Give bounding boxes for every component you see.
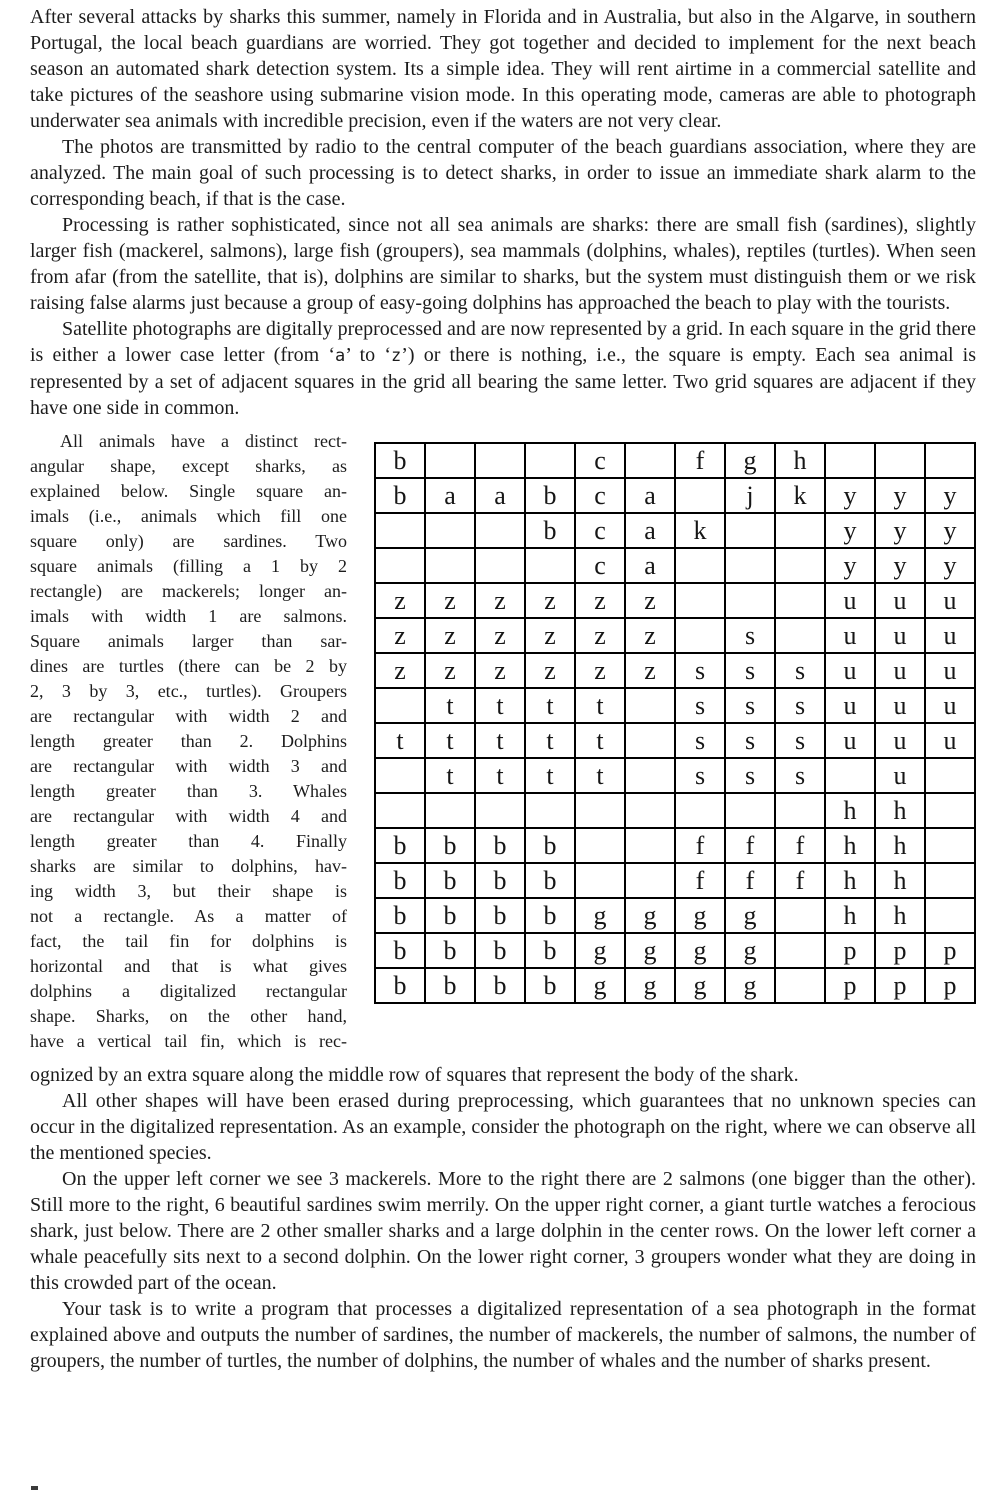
grid-cell-letter: h [825, 863, 875, 898]
grid-cell-letter: z [575, 653, 625, 688]
shape-description-line: explained below. Single square an- [30, 481, 347, 501]
grid-cell-letter: g [575, 898, 625, 933]
grid-cell-letter: h [825, 898, 875, 933]
paragraph-photo-transmission: The photos are transmitted by radio to the central computer of the beach guardians association, where they are analyzed. The main goal of such processing is to detect sharks, in order to issue an immediate shark alarm to the corresponding beach, if that is the case. [30, 136, 976, 210]
grid-cell-letter: a [625, 513, 675, 548]
shape-description-line: rectangle) are mackerels; longer an- [30, 581, 347, 601]
grid-cell-letter: u [875, 688, 925, 723]
grid-cell-letter: j [725, 478, 775, 513]
grid-cell-letter: h [875, 793, 925, 828]
grid-cell-letter: z [425, 618, 475, 653]
shape-description-line: sharks are similar to dolphins, hav- [30, 856, 347, 876]
shape-description-line: length greater than 3. Whales [30, 781, 347, 801]
grid-cell-letter: h [875, 898, 925, 933]
grid-cell-letter: t [575, 758, 625, 793]
grid-cell-empty [925, 443, 975, 478]
grid-cell-letter: t [525, 758, 575, 793]
grid-cell-empty [925, 793, 975, 828]
grid-cell-letter: b [525, 478, 575, 513]
grid-cell-empty [625, 828, 675, 863]
grid-cell-empty [775, 513, 825, 548]
grid-cell-empty [625, 443, 675, 478]
shape-description-line: angular shape, except sharks, as [30, 456, 347, 476]
grid-cell-letter: f [675, 828, 725, 863]
grid-cell-letter: s [775, 723, 825, 758]
grid-cell-letter: p [925, 933, 975, 968]
grid-cell-letter: a [475, 478, 525, 513]
grid-cell-letter: b [375, 968, 425, 1003]
grid-cell-letter: z [525, 583, 575, 618]
grid-cell-letter: y [925, 478, 975, 513]
grid-cell-empty [425, 443, 475, 478]
grid-cell-letter: g [625, 968, 675, 1003]
grid-cell-letter: s [775, 653, 825, 688]
grid-cell-letter: u [825, 583, 875, 618]
grid-cell-empty [675, 793, 725, 828]
animal-shapes-column [30, 429, 347, 1054]
grid-cell-empty [875, 443, 925, 478]
paragraph-processing: Processing is rather sophisticated, since not all sea animals are sharks: there are small fish (sardines), slightly larger fish (mackerel, salmons), large fish (groupers), sea mammals (dolphins, whales), reptiles (turtles). When seen from afar (from the satellite, that is), dolphins are similar to sharks, but the system must distinguish them or we risk raising false alarms just because a group of easy-going dolphins has approached the beach to play with the tourists. [30, 214, 976, 314]
paragraph-erased-shapes: All other shapes will have been erased during preprocessing, which guarantees that no unknown species can occur in the digitalized representation. As an example, consider the photograph on the right, where we can observe all the mentioned species. [30, 1090, 976, 1164]
grid-cell-letter: y [825, 513, 875, 548]
grid-cell-letter: y [925, 513, 975, 548]
grid-cell-letter: b [525, 933, 575, 968]
grid-cell-letter: p [925, 968, 975, 1003]
grid-cell-letter: h [775, 443, 825, 478]
cropped-glyph-mark [31, 1486, 38, 1490]
grid-cell-letter: z [625, 653, 675, 688]
grid-cell-letter: u [825, 688, 875, 723]
grid-cell-empty [725, 513, 775, 548]
grid-cell-letter: s [725, 653, 775, 688]
grid-cell-letter: t [425, 723, 475, 758]
grid-cell-letter: s [675, 688, 725, 723]
grid-cell-empty [375, 688, 425, 723]
grid-cell-letter: z [375, 653, 425, 688]
grid-cell-empty [825, 758, 875, 793]
grid-cell-letter: u [825, 653, 875, 688]
grid-cell-letter: h [875, 828, 925, 863]
grid-cell-letter: s [725, 688, 775, 723]
grid-cell-letter: t [425, 688, 475, 723]
shape-description-line: square only) are sardines. Two [30, 531, 347, 551]
grid-cell-letter: t [575, 723, 625, 758]
grid-cell-letter: c [575, 478, 625, 513]
grid-cell-letter: z [525, 618, 575, 653]
paragraph-task: Your task is to write a program that processes a digitalized representation of a sea photograph in the format explained above and outputs the number of sardines, the number of mackerels, the number of salmons, the number of groupers, the number of turtles, the number of dolphins, the number of whales and the number of sharks present. [30, 1298, 976, 1372]
grid-cell-letter: p [875, 968, 925, 1003]
grid-cell-empty [375, 758, 425, 793]
shape-description-line: square animals (filling a 1 by 2 [30, 556, 347, 576]
grid-cell-letter: z [475, 653, 525, 688]
grid-cell-letter: p [825, 933, 875, 968]
grid-cell-letter: p [875, 933, 925, 968]
grid-cell-letter: c [575, 548, 625, 583]
grid-cell-letter: y [875, 548, 925, 583]
grid-cell-letter: t [475, 688, 525, 723]
grid-cell-letter: h [825, 828, 875, 863]
grid-cell-letter: z [475, 618, 525, 653]
grid-cell-letter: s [725, 723, 775, 758]
grid-cell-letter: t [475, 723, 525, 758]
grid-cell-letter: b [525, 968, 575, 1003]
letter-z-code: z [391, 346, 402, 366]
grid-row [375, 933, 975, 968]
grid-cell-empty [675, 548, 725, 583]
grid-cell-letter: u [925, 583, 975, 618]
grid-cell-empty [725, 548, 775, 583]
paragraph-shark-continuation: ognized by an extra square along the middle row of squares that represent the body of the shark. [30, 1064, 799, 1086]
grid-cell-empty [775, 933, 825, 968]
grid-cell-letter: b [525, 513, 575, 548]
grid-cell-letter: b [525, 898, 575, 933]
grid-row [375, 758, 975, 793]
grid-cell-letter: t [575, 688, 625, 723]
grid-cell-empty [825, 443, 875, 478]
grid-cell-letter: t [525, 723, 575, 758]
grid-cell-letter: z [425, 653, 475, 688]
grid-cell-letter: g [675, 898, 725, 933]
grid-row [375, 653, 975, 688]
grid-cell-letter: g [625, 898, 675, 933]
grid-cell-empty [775, 583, 825, 618]
paragraph-example-description: On the upper left corner we see 3 mackerels. More to the right there are 2 salmons (one bigger than the other). Still more to the right, 6 beautiful sardines swim merrily. On the upper right corner, a giant turtle watches a ferocious shark, just below. There are 2 other smaller sharks and a large dolphin in the center rows. On the lower left corner a whale peacefully sits next to a second dolphin. On the lower right corner, 3 groupers wonder what they are doing in this crowded part of the ocean. [30, 1168, 976, 1294]
grid-cell-letter: z [625, 583, 675, 618]
grid-cell-letter: t [375, 723, 425, 758]
grid-cell-empty [675, 478, 725, 513]
grid-cell-letter: y [825, 478, 875, 513]
grid-row [375, 828, 975, 863]
grid-cell-empty [925, 828, 975, 863]
grid-cell-letter: u [925, 653, 975, 688]
grid-row [375, 793, 975, 828]
grid-cell-empty [475, 443, 525, 478]
grid-cell-letter: g [675, 933, 725, 968]
grid-cell-empty [575, 793, 625, 828]
grid-cell-empty [925, 863, 975, 898]
two-column-section [30, 429, 976, 1054]
grid-cell-letter: g [625, 933, 675, 968]
grid-cell-empty [375, 548, 425, 583]
grid-cell-letter: b [375, 898, 425, 933]
grid-cell-letter: u [925, 723, 975, 758]
grid-paragraph-text-2: ’ to ‘ [345, 344, 391, 366]
grid-cell-letter: s [775, 688, 825, 723]
grid-cell-empty [475, 513, 525, 548]
grid-cell-empty [625, 758, 675, 793]
shape-description-line: length greater than 2. Dolphins [30, 731, 347, 751]
grid-cell-letter: z [575, 583, 625, 618]
grid-cell-letter: f [725, 828, 775, 863]
grid-cell-letter: c [575, 443, 625, 478]
grid-cell-letter: b [475, 828, 525, 863]
grid-cell-empty [475, 793, 525, 828]
grid-cell-letter: a [625, 478, 675, 513]
grid-cell-empty [375, 513, 425, 548]
grid-cell-empty [775, 618, 825, 653]
shape-description-line: are rectangular with width 3 and [30, 756, 347, 776]
grid-cell-letter: t [525, 688, 575, 723]
grid-cell-letter: s [725, 758, 775, 793]
grid-row [375, 478, 975, 513]
grid-row [375, 513, 975, 548]
grid-cell-empty [925, 758, 975, 793]
grid-cell-empty [675, 618, 725, 653]
grid-cell-letter: b [475, 933, 525, 968]
grid-cell-letter: u [875, 723, 925, 758]
grid-cell-letter: g [725, 443, 775, 478]
grid-cell-empty [775, 968, 825, 1003]
grid-cell-letter: y [875, 478, 925, 513]
grid-cell-letter: g [725, 898, 775, 933]
letter-a-code: a [335, 346, 346, 366]
grid-cell-letter: t [425, 758, 475, 793]
sea-photo-grid-wrapper [374, 429, 976, 1004]
grid-cell-letter: s [675, 653, 725, 688]
grid-cell-empty [525, 548, 575, 583]
grid-cell-letter: s [725, 618, 775, 653]
shape-description-line: horizontal and that is what gives [30, 956, 347, 976]
grid-cell-empty [425, 513, 475, 548]
shape-description-line: ing width 3, but their shape is [30, 881, 347, 901]
grid-cell-letter: b [425, 863, 475, 898]
grid-cell-letter: b [525, 828, 575, 863]
grid-paragraph-text-1: Satellite photographs are digitally preprocessed and are now represented by a grid. In each square in the grid there is either a lower case letter (from ‘ [30, 318, 976, 366]
shape-description-line: All animals have a distinct rect- [60, 431, 347, 451]
grid-cell-letter: g [675, 968, 725, 1003]
shape-description-line: imals with width 1 are salmons. [30, 606, 347, 626]
shape-description-line: 2, 3 by 3, etc., turtles). Groupers [30, 681, 347, 701]
grid-cell-letter: g [575, 933, 625, 968]
shape-description-line: dolphins a digitalized rectangular [30, 981, 347, 1001]
grid-cell-letter: g [575, 968, 625, 1003]
shape-description-line: are rectangular with width 2 and [30, 706, 347, 726]
grid-cell-empty [625, 688, 675, 723]
shape-description-line: not a rectangle. As a matter of [30, 906, 347, 926]
shape-description-line: imals (i.e., animals which fill one [30, 506, 347, 526]
grid-cell-empty [625, 723, 675, 758]
grid-cell-letter: u [875, 618, 925, 653]
grid-cell-letter: a [625, 548, 675, 583]
paragraph-intro: After several attacks by sharks this summer, namely in Florida and in Australia, but also in the Algarve, in southern Portugal, the local beach guardians are worried. They got together and decided to implement for the next beach season an automated shark detection system. Its a simple idea. They will rent airtime in a commercial satellite and take pictures of the seashore using submarine vision mode. In this operating mode, cameras are able to photograph underwater sea animals with incredible precision, even if the waters are not very clear. [30, 6, 976, 132]
shape-description-line: Square animals larger than sar- [30, 631, 347, 651]
grid-row [375, 863, 975, 898]
grid-cell-letter: b [525, 863, 575, 898]
shape-description-line: dines are turtles (there can be 2 by [30, 656, 347, 676]
grid-cell-letter: k [675, 513, 725, 548]
grid-cell-letter: z [475, 583, 525, 618]
grid-row [375, 443, 975, 478]
grid-cell-letter: u [925, 688, 975, 723]
grid-cell-empty [425, 793, 475, 828]
grid-cell-empty [775, 898, 825, 933]
grid-cell-letter: y [825, 548, 875, 583]
grid-cell-empty [725, 793, 775, 828]
grid-cell-letter: b [375, 828, 425, 863]
grid-cell-letter: b [375, 478, 425, 513]
grid-cell-letter: z [425, 583, 475, 618]
grid-cell-letter: u [825, 723, 875, 758]
grid-cell-empty [625, 793, 675, 828]
shape-description-line: are rectangular with width 4 and [30, 806, 347, 826]
grid-cell-empty [525, 793, 575, 828]
grid-row [375, 618, 975, 653]
grid-cell-empty [775, 793, 825, 828]
shape-description-line: fact, the tail fin for dolphins is [30, 931, 347, 951]
grid-row [375, 723, 975, 758]
grid-cell-empty [575, 863, 625, 898]
grid-cell-letter: b [475, 898, 525, 933]
document-content [30, 4, 976, 1374]
grid-cell-letter: z [375, 618, 425, 653]
grid-cell-letter: b [425, 828, 475, 863]
grid-row [375, 548, 975, 583]
grid-cell-letter: z [625, 618, 675, 653]
grid-cell-empty [475, 548, 525, 583]
grid-row [375, 583, 975, 618]
grid-cell-letter: u [875, 758, 925, 793]
grid-cell-letter: y [925, 548, 975, 583]
grid-cell-letter: b [475, 968, 525, 1003]
grid-cell-letter: z [575, 618, 625, 653]
grid-cell-letter: f [675, 443, 725, 478]
paragraph-grid-representation [30, 316, 976, 421]
grid-cell-letter: b [375, 443, 425, 478]
grid-cell-letter: g [725, 933, 775, 968]
grid-cell-letter: s [675, 723, 725, 758]
grid-cell-letter: b [425, 898, 475, 933]
grid-cell-letter: b [425, 968, 475, 1003]
grid-cell-empty [625, 863, 675, 898]
grid-cell-letter: c [575, 513, 625, 548]
grid-cell-letter: f [775, 828, 825, 863]
grid-cell-letter: u [875, 583, 925, 618]
shape-description-line: have a vertical tail fin, which is rec- [30, 1031, 347, 1051]
grid-row [375, 968, 975, 1003]
grid-cell-empty [575, 828, 625, 863]
grid-cell-empty [725, 583, 775, 618]
grid-cell-letter: b [375, 863, 425, 898]
grid-cell-letter: b [425, 933, 475, 968]
grid-cell-letter: t [475, 758, 525, 793]
grid-cell-letter: a [425, 478, 475, 513]
grid-cell-letter: u [925, 618, 975, 653]
grid-cell-letter: h [825, 793, 875, 828]
grid-cell-letter: f [775, 863, 825, 898]
grid-cell-letter: s [775, 758, 825, 793]
grid-cell-letter: p [825, 968, 875, 1003]
grid-cell-letter: y [875, 513, 925, 548]
grid-cell-empty [375, 793, 425, 828]
shape-description-line: length greater than 4. Finally [30, 831, 347, 851]
grid-row [375, 898, 975, 933]
grid-cell-letter: b [475, 863, 525, 898]
grid-paragraph-text-3: ’) or there is nothing, i.e., the square is empty. Each sea animal is represented by a set of adjacent squares in the grid all bearing the same letter. Two grid squares are adjacent if they have one side in common. [30, 344, 976, 419]
grid-cell-letter: z [525, 653, 575, 688]
grid-cell-letter: s [675, 758, 725, 793]
grid-cell-letter: u [875, 653, 925, 688]
grid-row [375, 688, 975, 723]
grid-cell-letter: z [375, 583, 425, 618]
grid-cell-letter: k [775, 478, 825, 513]
grid-cell-letter: g [725, 968, 775, 1003]
grid-cell-empty [675, 583, 725, 618]
grid-cell-letter: u [825, 618, 875, 653]
sea-photo-grid [374, 442, 976, 1004]
grid-cell-empty [925, 898, 975, 933]
grid-cell-empty [525, 443, 575, 478]
grid-cell-letter: f [675, 863, 725, 898]
grid-cell-letter: f [725, 863, 775, 898]
shape-description-line: shape. Sharks, on the other hand, [30, 1006, 347, 1026]
grid-cell-letter: b [375, 933, 425, 968]
grid-cell-empty [775, 548, 825, 583]
grid-cell-empty [425, 548, 475, 583]
grid-cell-letter: h [875, 863, 925, 898]
